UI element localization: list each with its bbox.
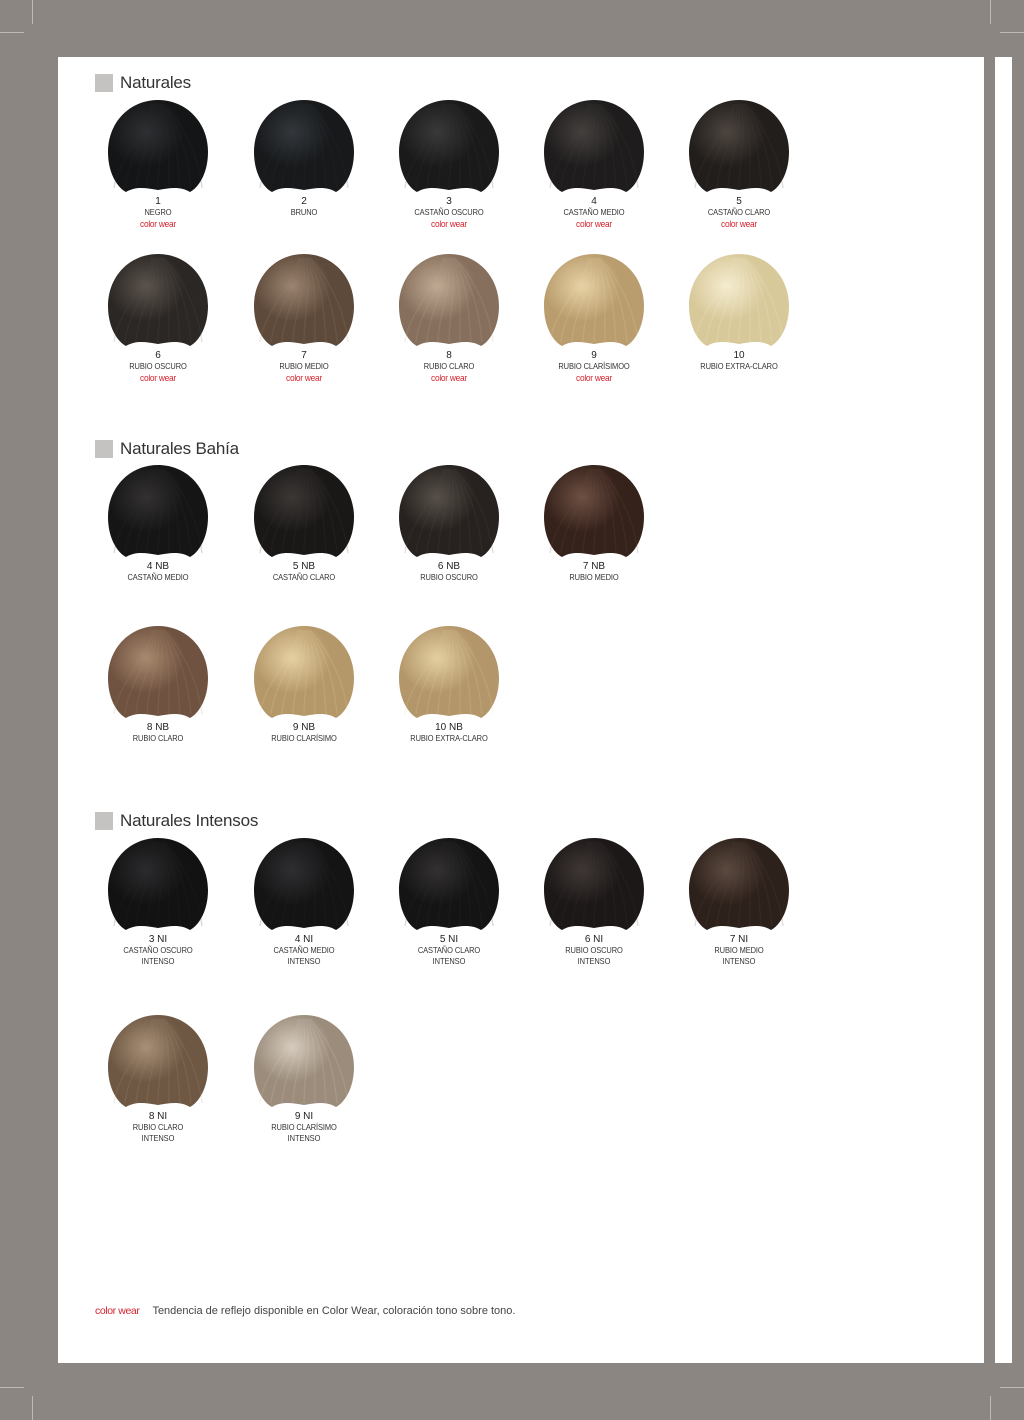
swatch-name: RUBIO CLARO xyxy=(423,361,475,371)
swatch-name: CASTAÑO CLARO xyxy=(417,945,481,955)
swatch-name: CASTAÑO MEDIO xyxy=(127,572,189,582)
swatch-name-line2: INTENSO xyxy=(432,956,466,966)
hair-swatch xyxy=(669,834,809,967)
hair-swatch-image xyxy=(538,834,650,934)
swatch-name: CASTAÑO OSCURO xyxy=(123,945,193,955)
swatch-name: BRUNO xyxy=(290,207,318,217)
section-title-naturales xyxy=(95,73,191,93)
hair-swatch xyxy=(88,622,228,744)
crop-mark xyxy=(1000,32,1024,33)
swatch-code: 3 xyxy=(446,196,452,207)
hair-swatch xyxy=(379,96,519,232)
hair-swatch-image xyxy=(102,461,214,561)
hair-swatch-image xyxy=(248,461,360,561)
hair-swatch-image xyxy=(683,96,795,196)
hair-swatch-image xyxy=(393,250,505,350)
section-title-naturales-bahia xyxy=(95,439,239,459)
hair-swatch xyxy=(524,250,664,386)
swatch-code: 10 xyxy=(733,350,745,361)
swatch-name-line2: INTENSO xyxy=(287,1133,321,1143)
section-title-text: Naturales xyxy=(120,73,191,92)
hair-swatch xyxy=(234,461,374,583)
crop-mark xyxy=(0,32,24,33)
swatch-name: RUBIO MEDIO xyxy=(714,945,764,955)
swatch-name: RUBIO CLARÍSIMO xyxy=(271,1122,337,1132)
hair-swatch-image xyxy=(683,250,795,350)
hair-swatch xyxy=(379,461,519,583)
hair-swatch xyxy=(379,834,519,967)
swatch-code: 4 NI xyxy=(294,934,314,945)
swatch-code: 4 xyxy=(591,196,597,207)
footer-text: Tendencia de reflejo disponible en Color Wear, coloración tono sobre tono. xyxy=(152,1305,516,1317)
swatch-name-line2: INTENSO xyxy=(141,956,175,966)
swatch-code: 1 xyxy=(155,196,161,207)
swatch-name: RUBIO MEDIO xyxy=(569,572,619,582)
hair-swatch-image xyxy=(393,461,505,561)
hair-swatch-image xyxy=(538,461,650,561)
swatch-name: CASTAÑO OSCURO xyxy=(414,207,484,217)
swatch-code: 5 xyxy=(736,196,742,207)
section-square-icon xyxy=(95,812,113,830)
hair-swatch xyxy=(88,1011,228,1144)
hair-swatch xyxy=(88,250,228,386)
color-wear-mark: color wear xyxy=(140,219,176,230)
swatch-name-line2: INTENSO xyxy=(577,956,611,966)
hair-swatch xyxy=(234,622,374,744)
swatch-code: 4 NB xyxy=(146,561,170,572)
crop-mark xyxy=(0,1387,24,1388)
hair-swatch-image xyxy=(538,96,650,196)
swatch-code: 7 NI xyxy=(729,934,749,945)
crop-mark xyxy=(32,0,33,24)
hair-swatch xyxy=(88,834,228,967)
section-title-text: Naturales Bahía xyxy=(120,439,239,458)
swatch-name: NEGRO xyxy=(144,207,172,217)
swatch-code: 9 xyxy=(591,350,597,361)
hair-swatch xyxy=(234,250,374,386)
section-square-icon xyxy=(95,440,113,458)
hair-swatch xyxy=(88,96,228,232)
crop-mark xyxy=(990,1396,991,1420)
hair-swatch xyxy=(669,96,809,232)
color-wear-mark: color wear xyxy=(576,373,612,384)
color-wear-mark: color wear xyxy=(140,373,176,384)
swatch-name: RUBIO CLARO xyxy=(132,733,184,743)
swatch-code: 5 NI xyxy=(439,934,459,945)
hair-swatch xyxy=(234,834,374,967)
swatch-code: 9 NI xyxy=(294,1111,314,1122)
swatch-name-line2: INTENSO xyxy=(141,1133,175,1143)
hair-swatch xyxy=(379,622,519,744)
swatch-name: RUBIO CLARÍSIMOO xyxy=(558,361,630,371)
hair-swatch-image xyxy=(102,622,214,722)
color-wear-mark: color wear xyxy=(431,373,467,384)
hair-swatch-image xyxy=(102,1011,214,1111)
hair-swatch xyxy=(669,250,809,372)
footer-color-wear-mark: color wear xyxy=(95,1305,140,1317)
swatch-code: 8 xyxy=(446,350,452,361)
color-wear-mark: color wear xyxy=(721,219,757,230)
hair-swatch-image xyxy=(538,250,650,350)
hair-swatch-image xyxy=(248,622,360,722)
swatch-name: RUBIO EXTRA-CLARO xyxy=(410,733,488,743)
hair-swatch-image xyxy=(393,96,505,196)
hair-swatch-image xyxy=(393,834,505,934)
color-wear-mark: color wear xyxy=(286,373,322,384)
swatch-code: 2 xyxy=(301,196,307,207)
swatch-name: RUBIO CLARO xyxy=(132,1122,184,1132)
swatch-code: 6 NI xyxy=(584,934,604,945)
swatch-code: 7 xyxy=(301,350,307,361)
section-title-naturales-intensos xyxy=(95,811,258,831)
swatch-name: RUBIO MEDIO xyxy=(279,361,329,371)
swatch-code: 8 NB xyxy=(146,722,170,733)
swatch-name: CASTAÑO CLARO xyxy=(707,207,771,217)
swatch-code: 5 NB xyxy=(292,561,316,572)
hair-swatch xyxy=(88,461,228,583)
swatch-name: CASTAÑO MEDIO xyxy=(563,207,625,217)
hair-swatch-image xyxy=(248,1011,360,1111)
section-square-icon xyxy=(95,74,113,92)
hair-swatch xyxy=(524,834,664,967)
swatch-code: 6 NB xyxy=(437,561,461,572)
hair-swatch-image xyxy=(102,96,214,196)
swatch-name: RUBIO OSCURO xyxy=(565,945,623,955)
footer-note xyxy=(95,1305,515,1317)
swatch-code: 10 NB xyxy=(435,722,463,733)
swatch-name-line2: INTENSO xyxy=(722,956,756,966)
crop-mark xyxy=(32,1396,33,1420)
hair-swatch xyxy=(234,1011,374,1144)
hair-swatch xyxy=(524,96,664,232)
crop-mark xyxy=(1000,1387,1024,1388)
swatch-name: CASTAÑO MEDIO xyxy=(273,945,335,955)
swatch-code: 7 NB xyxy=(582,561,606,572)
color-wear-mark: color wear xyxy=(431,219,467,230)
hair-swatch-image xyxy=(248,96,360,196)
section-title-text: Naturales Intensos xyxy=(120,811,259,830)
hair-swatch xyxy=(234,96,374,218)
crop-mark xyxy=(990,0,991,24)
swatch-name: CASTAÑO CLARO xyxy=(272,572,336,582)
swatch-name: RUBIO OSCURO xyxy=(420,572,478,582)
hair-swatch-image xyxy=(102,834,214,934)
hair-swatch-image xyxy=(683,834,795,934)
color-wear-mark: color wear xyxy=(576,219,612,230)
swatch-code: 6 xyxy=(155,350,161,361)
hair-swatch-image xyxy=(248,834,360,934)
swatch-code: 3 NI xyxy=(148,934,168,945)
hair-swatch xyxy=(379,250,519,386)
hair-swatch xyxy=(524,461,664,583)
swatch-code: 9 NB xyxy=(292,722,316,733)
swatch-name: RUBIO CLARÍSIMO xyxy=(271,733,337,743)
hair-swatch-image xyxy=(248,250,360,350)
swatch-code: 8 NI xyxy=(148,1111,168,1122)
swatch-name: RUBIO EXTRA-CLARO xyxy=(700,361,778,371)
right-margin-strip xyxy=(995,57,1012,1363)
hair-swatch-image xyxy=(393,622,505,722)
swatch-name: RUBIO OSCURO xyxy=(129,361,187,371)
swatch-name-line2: INTENSO xyxy=(287,956,321,966)
hair-swatch-image xyxy=(102,250,214,350)
